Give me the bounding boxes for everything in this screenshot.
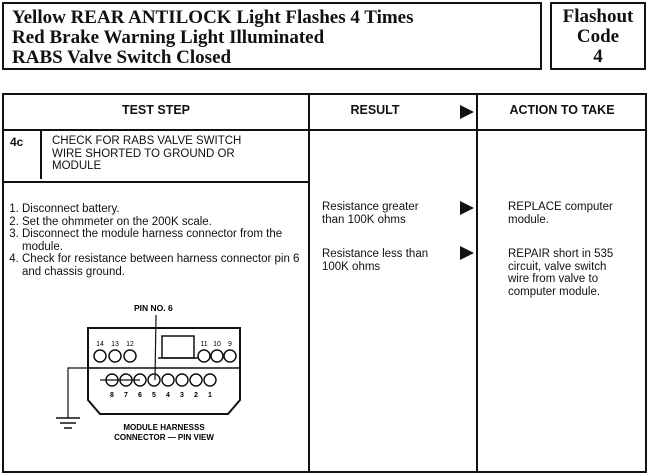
result-1-line-2: than 100K ohms <box>322 213 406 226</box>
step-title <box>52 135 241 173</box>
connector-diagram <box>44 300 274 460</box>
pin-label-11: 11 <box>200 341 208 348</box>
pin-pointer-line <box>155 315 156 380</box>
result-2-arrow-icon <box>460 246 474 260</box>
step-item-2: 2. Set the ohmmeter on the 200K scale. <box>22 216 302 229</box>
caption-line-2: CONNECTOR — PIN VIEW <box>114 433 214 442</box>
pin-label-2: 2 <box>194 392 198 399</box>
action-2-line-4: computer module. <box>508 285 601 298</box>
flashout-code-box <box>550 2 646 70</box>
header-test-step: TEST STEP <box>121 103 191 117</box>
action-2-line-3: wire from valve to <box>508 273 599 285</box>
pin-label-3: 3 <box>180 392 184 399</box>
action-2-line-1: REPAIR short in 535 <box>508 248 614 260</box>
step-list <box>6 203 302 278</box>
top-left-pins <box>94 341 136 362</box>
result-2-line-1: Resistance less than <box>322 248 429 260</box>
pin-label-4: 4 <box>166 392 170 399</box>
action-1-line-2: module. <box>508 213 549 226</box>
step-title-line-1: CHECK FOR RABS VALVE SWITCH <box>52 135 242 147</box>
result-1-line-1: Resistance greater <box>322 201 419 213</box>
pin-label-1: 1 <box>208 392 212 399</box>
column-divider-2 <box>476 95 478 471</box>
step-id: 4c <box>4 131 42 179</box>
title-line-1: Yellow REAR ANTILOCK Light Flashes 4 Times <box>12 7 414 28</box>
caption-line-1: MODULE HARNESSS <box>123 423 205 432</box>
pin-label-13: 13 <box>111 341 119 348</box>
ground-symbol-icon <box>56 418 80 428</box>
bottom-pins <box>106 374 216 399</box>
step-item-4: 4. Check for resistance between harness connector pin 6 and chassis ground. <box>22 253 302 278</box>
action-1 <box>508 201 613 226</box>
header-action: ACTION TO TAKE <box>509 103 615 117</box>
result-1-arrow-icon <box>460 201 474 215</box>
pin-label-9: 9 <box>228 341 232 348</box>
pin-label-7: 7 <box>124 392 128 399</box>
result-2-line-2: 100K ohms <box>322 260 381 273</box>
top-right-pins <box>198 341 236 362</box>
code-line-3: 4 <box>593 46 603 67</box>
pin-label-14: 14 <box>96 341 104 348</box>
pin-label: PIN NO. 6 <box>134 303 173 313</box>
title-line-3: RABS Valve Switch Closed <box>12 47 232 68</box>
action-2 <box>508 248 613 298</box>
step-title-line-2: WIRE SHORTED TO GROUND OR <box>52 147 235 160</box>
pin-label-12: 12 <box>126 341 134 348</box>
pin-label-8: 8 <box>110 392 114 399</box>
step-title-line-3: MODULE <box>52 160 102 172</box>
step-item-3: 3. Disconnect the module harness connector from the module. <box>22 228 302 253</box>
result-2 <box>322 248 428 273</box>
test-step-table <box>2 93 647 473</box>
action-2-line-2: circuit, valve switch <box>508 260 607 273</box>
pin-label-5: 5 <box>152 392 156 399</box>
step-item-1: 1. Disconnect battery. <box>22 203 302 216</box>
action-1-line-1: REPLACE computer <box>508 201 613 213</box>
step-title-box <box>4 131 308 183</box>
header-arrow-icon <box>460 105 474 119</box>
result-1 <box>322 201 419 226</box>
code-line-2: Code <box>576 26 620 47</box>
title-box <box>2 2 542 70</box>
connector-latch <box>162 336 194 358</box>
header-result: RESULT <box>350 103 400 117</box>
pin-label-6: 6 <box>138 392 142 399</box>
column-divider-1 <box>308 95 310 471</box>
title-line-2: Red Brake Warning Light Illuminated <box>12 27 325 48</box>
code-line-1: Flashout <box>562 6 634 27</box>
pin-label-10: 10 <box>213 341 221 348</box>
